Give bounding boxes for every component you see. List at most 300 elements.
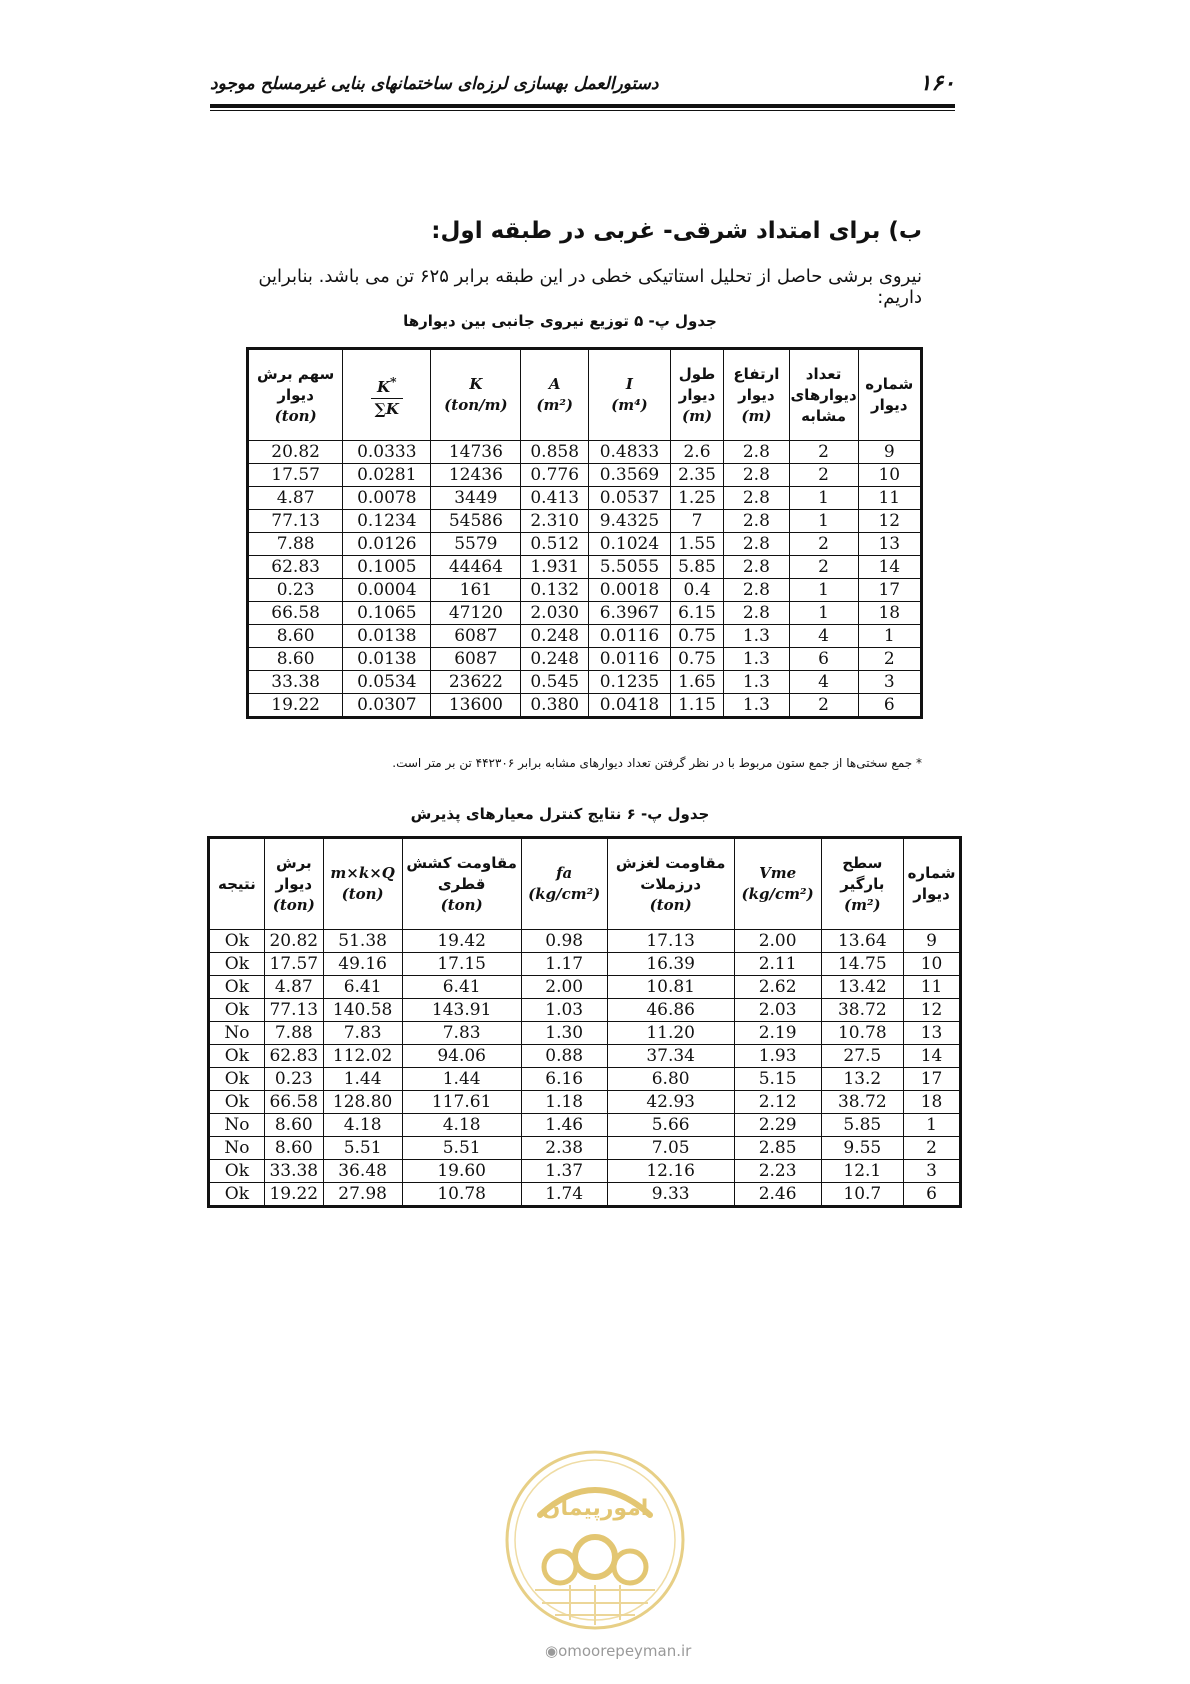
table-cell: 17.57 [248, 464, 343, 487]
table-cell: 10 [858, 464, 921, 487]
ratio-star: * [390, 373, 397, 389]
table-cell: 1.44 [402, 1068, 521, 1091]
header-rule-thick [210, 104, 955, 108]
table-cell: 6 [789, 648, 858, 671]
table2-caption: جدول پ- ۶ نتایج کنترل معیارهای پذیرش [410, 805, 710, 823]
table-cell: 1.37 [521, 1160, 607, 1183]
table-cell: 66.58 [248, 602, 343, 625]
table-cell: 20.82 [248, 441, 343, 464]
table-cell: 27.5 [821, 1045, 904, 1068]
diag-tension-label: مقاومت کشش قطری [406, 853, 517, 893]
mkq-unit: (ton) [341, 885, 384, 903]
table-cell: 17.57 [264, 953, 323, 976]
table-cell: 62.83 [264, 1045, 323, 1068]
table-cell: 1.44 [323, 1068, 402, 1091]
diag-tension-unit: (ton) [440, 895, 483, 914]
col-mkq [323, 838, 402, 930]
table-cell: 0.0116 [588, 648, 670, 671]
table-cell: 12.1 [821, 1160, 904, 1183]
table-cell: 1.55 [670, 533, 723, 556]
area-unit: (m²) [536, 396, 574, 414]
table-cell: 2.29 [734, 1114, 821, 1137]
table-cell: 6.3967 [588, 602, 670, 625]
table-cell: 11 [858, 487, 921, 510]
table-row [248, 648, 922, 671]
table-cell: 0.23 [248, 579, 343, 602]
table-cell: 2.8 [724, 579, 790, 602]
table-cell: 2.12 [734, 1091, 821, 1114]
table-cell: 5.51 [402, 1137, 521, 1160]
table-cell: 0.380 [521, 694, 589, 718]
running-title: دستورالعمل بهسازی لرزه‌ای ساختمانهای بنایی غیرمسلح موجود [210, 74, 659, 94]
table-cell: 1.3 [724, 648, 790, 671]
table-cell: Ok [209, 1091, 265, 1114]
table-cell: 0.98 [521, 930, 607, 953]
table-cell: 6.15 [670, 602, 723, 625]
table-cell: Ok [209, 1183, 265, 1207]
table-row [209, 930, 961, 953]
table-cell: 0.1005 [343, 556, 431, 579]
table-cell: 1.15 [670, 694, 723, 718]
table-row [209, 1114, 961, 1137]
inertia-symbol: I [625, 375, 633, 393]
col-similar-count: تعداد دیوارهای مشابه [789, 349, 858, 441]
table-cell: 6.41 [323, 976, 402, 999]
table-cell: 1.3 [724, 694, 790, 718]
table-cell: 128.80 [323, 1091, 402, 1114]
gear-icon [575, 1537, 615, 1577]
table-row [209, 1183, 961, 1207]
table-cell: 5.85 [821, 1114, 904, 1137]
table-cell: 12436 [431, 464, 521, 487]
table-cell: 12 [858, 510, 921, 533]
table-cell: 2 [789, 464, 858, 487]
table-cell: No [209, 1114, 265, 1137]
table-row [209, 1022, 961, 1045]
table-cell: 7.88 [264, 1022, 323, 1045]
table-cell: 0.776 [521, 464, 589, 487]
table-cell: 2.00 [521, 976, 607, 999]
table-cell: 0.248 [521, 648, 589, 671]
table-cell: 6087 [431, 625, 521, 648]
table-cell: 2.85 [734, 1137, 821, 1160]
table-cell: 1.25 [670, 487, 723, 510]
table-cell: 0.413 [521, 487, 589, 510]
table-cell: 5.85 [670, 556, 723, 579]
table-cell: 16.39 [607, 953, 734, 976]
col-wall-shear [264, 838, 323, 930]
table-cell: 1.65 [670, 671, 723, 694]
table-cell: 46.86 [607, 999, 734, 1022]
table-row [209, 1137, 961, 1160]
table-cell: 0.1234 [343, 510, 431, 533]
table-cell: 4.87 [264, 976, 323, 999]
table-cell: 1.17 [521, 953, 607, 976]
table-cell: 4.18 [323, 1114, 402, 1137]
table-cell: 6.16 [521, 1068, 607, 1091]
table-cell: 36.48 [323, 1160, 402, 1183]
table-cell: 1.30 [521, 1022, 607, 1045]
table-cell: 51.38 [323, 930, 402, 953]
table-cell: 0.0333 [343, 441, 431, 464]
section-paragraph: نیروی برشی حاصل از تحلیل استاتیکی خطی در این طبقه برابر ۶۲۵ تن می باشد. بنابراین داریم: [258, 266, 922, 308]
col-bearing-area [821, 838, 904, 930]
table-cell: 17 [904, 1068, 961, 1091]
lateral-force-distribution-table [246, 347, 923, 719]
table-cell: 1 [904, 1114, 961, 1137]
table-cell: 3 [904, 1160, 961, 1183]
table-cell: 37.34 [607, 1045, 734, 1068]
table-cell: 0.1024 [588, 533, 670, 556]
table-cell: 0.545 [521, 671, 589, 694]
table-cell: 19.22 [248, 694, 343, 718]
ratio-denominator: ∑K [374, 399, 399, 418]
table-cell: 0.858 [521, 441, 589, 464]
table-cell: 19.42 [402, 930, 521, 953]
table-cell: 0.1235 [588, 671, 670, 694]
table-cell: 2.8 [724, 510, 790, 533]
table-cell: 0.75 [670, 625, 723, 648]
table-row [248, 510, 922, 533]
table1-footnote: * جمع سختی‌ها از جمع ستون مربوط با در نظر گرفتن تعداد دیوارهای مشابه برابر ۴۴۲۳۰۶ تن بر متر است. [392, 756, 922, 770]
table-cell: 4 [789, 625, 858, 648]
table-cell: 2.23 [734, 1160, 821, 1183]
table-cell: 18 [858, 602, 921, 625]
table-cell: 19.22 [264, 1183, 323, 1207]
bed-joint-label: مقاومت لغزش درزملات [615, 853, 726, 893]
table-cell: 9 [904, 930, 961, 953]
table-cell: 0.0418 [588, 694, 670, 718]
table-cell: 18 [904, 1091, 961, 1114]
table-cell: 0.0078 [343, 487, 431, 510]
table-cell: 0.4833 [588, 441, 670, 464]
table-cell: 6.41 [402, 976, 521, 999]
table-cell: 54586 [431, 510, 521, 533]
table-cell: 11 [904, 976, 961, 999]
table1-caption: جدول پ- ۵ توزیع نیروی جانبی بین دیوارها [403, 312, 717, 330]
table-cell: Ok [209, 1068, 265, 1091]
table-cell: 2.8 [724, 441, 790, 464]
table-cell: 13 [858, 533, 921, 556]
col-result: نتیجه [209, 838, 265, 930]
table-cell: 62.83 [248, 556, 343, 579]
col-inertia [588, 349, 670, 441]
table-cell: 2 [789, 533, 858, 556]
table-cell: 0.0116 [588, 625, 670, 648]
inertia-unit: (m⁴) [611, 396, 648, 414]
table-cell: 161 [431, 579, 521, 602]
table-cell: 2.62 [734, 976, 821, 999]
table-cell: 2.03 [734, 999, 821, 1022]
table-cell: 2.310 [521, 510, 589, 533]
table-cell: 1.18 [521, 1091, 607, 1114]
bearing-area-unit: (m²) [843, 895, 881, 914]
table-cell: 19.60 [402, 1160, 521, 1183]
table-cell: 8.60 [264, 1114, 323, 1137]
table-cell: 0.1065 [343, 602, 431, 625]
table-cell: 5.51 [323, 1137, 402, 1160]
table-cell: 5.5055 [588, 556, 670, 579]
table-cell: 2.6 [670, 441, 723, 464]
table-cell: 17 [858, 579, 921, 602]
table-row [248, 625, 922, 648]
table-cell: 0.0307 [343, 694, 431, 718]
table-cell: 12 [904, 999, 961, 1022]
table-cell: 17.15 [402, 953, 521, 976]
table-cell: 140.58 [323, 999, 402, 1022]
table-cell: 13600 [431, 694, 521, 718]
table-cell: 0.0004 [343, 579, 431, 602]
table-cell: 2.19 [734, 1022, 821, 1045]
table-cell: 1 [789, 510, 858, 533]
table-cell: 117.61 [402, 1091, 521, 1114]
col-length [670, 349, 723, 441]
acceptance-criteria-table [207, 836, 962, 1208]
height-unit: (m) [741, 406, 772, 425]
table-row [248, 579, 922, 602]
table-row [248, 464, 922, 487]
table-cell: 1.931 [521, 556, 589, 579]
table-cell: No [209, 1137, 265, 1160]
table-cell: 33.38 [264, 1160, 323, 1183]
table-cell: 0.512 [521, 533, 589, 556]
table-cell: 13.2 [821, 1068, 904, 1091]
bed-joint-unit: (ton) [649, 895, 692, 914]
page-header [210, 70, 955, 104]
table-cell: 0.0018 [588, 579, 670, 602]
table-row [248, 694, 922, 718]
page-number: ۱۶۰ [919, 70, 955, 96]
table-row [209, 1068, 961, 1091]
table-row [248, 487, 922, 510]
table-cell: 6 [904, 1183, 961, 1207]
table-cell: 6.80 [607, 1068, 734, 1091]
shear-share-unit: (ton) [274, 406, 317, 425]
table-cell: 0.0126 [343, 533, 431, 556]
table-row [209, 976, 961, 999]
table-cell: 7.05 [607, 1137, 734, 1160]
table-cell: 5579 [431, 533, 521, 556]
table-cell: 14 [904, 1045, 961, 1068]
table-cell: 10 [904, 953, 961, 976]
table-cell: 33.38 [248, 671, 343, 694]
table-cell: 44464 [431, 556, 521, 579]
col-stiffness-ratio [343, 349, 431, 441]
table-row [248, 671, 922, 694]
table-cell: 0.0534 [343, 671, 431, 694]
col-wall-no: شماره دیوار [904, 838, 961, 930]
omoorepeyman-logo [500, 1445, 690, 1635]
table-cell: 1 [789, 579, 858, 602]
table-cell: 20.82 [264, 930, 323, 953]
watermark-site: ◉omoorepeyman.ir [545, 1642, 692, 1660]
table-cell: 8.60 [248, 625, 343, 648]
col-fa [521, 838, 607, 930]
table-cell: 3 [858, 671, 921, 694]
table-cell: No [209, 1022, 265, 1045]
table-cell: 0.4 [670, 579, 723, 602]
table-cell: 12.16 [607, 1160, 734, 1183]
table-cell: 9.55 [821, 1137, 904, 1160]
table-cell: 10.7 [821, 1183, 904, 1207]
table-cell: 2.46 [734, 1183, 821, 1207]
table-cell: 13 [904, 1022, 961, 1045]
table-cell: 5.66 [607, 1114, 734, 1137]
table-cell: 38.72 [821, 999, 904, 1022]
table-cell: 1.03 [521, 999, 607, 1022]
table-row [248, 441, 922, 464]
table-cell: 1 [858, 625, 921, 648]
table-cell: 13.64 [821, 930, 904, 953]
table-cell: 2.8 [724, 464, 790, 487]
table-cell: 0.23 [264, 1068, 323, 1091]
table-cell: 2.8 [724, 602, 790, 625]
table-cell: 13.42 [821, 976, 904, 999]
table-cell: 47120 [431, 602, 521, 625]
table-row [209, 1091, 961, 1114]
table-cell: 11.20 [607, 1022, 734, 1045]
gear-icon [544, 1551, 576, 1583]
section-heading: ب) برای امتداد شرقی- غربی در طبقه اول: [431, 218, 922, 244]
table-cell: 2 [789, 556, 858, 579]
table-cell: 14.75 [821, 953, 904, 976]
table-cell: 10.78 [402, 1183, 521, 1207]
table-cell: 3449 [431, 487, 521, 510]
table-cell: 10.78 [821, 1022, 904, 1045]
table-cell: 2 [904, 1137, 961, 1160]
height-label: ارتفاع دیوار [733, 364, 780, 404]
table-cell: 7.83 [402, 1022, 521, 1045]
col-wall-no: شماره دیوار [858, 349, 921, 441]
col-vme [734, 838, 821, 930]
col-shear-share [248, 349, 343, 441]
table-cell: 77.13 [264, 999, 323, 1022]
table-cell: 14 [858, 556, 921, 579]
table-cell: 23622 [431, 671, 521, 694]
table-cell: Ok [209, 930, 265, 953]
mkq-symbol: m×k×Q [330, 864, 395, 882]
table-cell: 0.3569 [588, 464, 670, 487]
logo-text: امورپیمان [541, 1496, 649, 1521]
ratio-numerator: K [377, 377, 391, 396]
stiffness-symbol: K [469, 375, 483, 393]
table-cell: 8.60 [264, 1137, 323, 1160]
table-cell: 42.93 [607, 1091, 734, 1114]
table-row [209, 1160, 961, 1183]
table-cell: 0.248 [521, 625, 589, 648]
table-cell: 0.0138 [343, 625, 431, 648]
table-cell: 8.60 [248, 648, 343, 671]
table-row [248, 533, 922, 556]
table-cell: 9.33 [607, 1183, 734, 1207]
table-cell: 112.02 [323, 1045, 402, 1068]
table-cell: 2.35 [670, 464, 723, 487]
table-cell: 14736 [431, 441, 521, 464]
header-rule-thin [210, 110, 955, 111]
table-cell: 2.11 [734, 953, 821, 976]
fa-symbol: fa [556, 864, 573, 882]
table-cell: 0.88 [521, 1045, 607, 1068]
table-cell: 0.0138 [343, 648, 431, 671]
table-cell: 1.46 [521, 1114, 607, 1137]
table-cell: 7.83 [323, 1022, 402, 1045]
table-cell: 4 [789, 671, 858, 694]
table-cell: 1.93 [734, 1045, 821, 1068]
table-cell: 77.13 [248, 510, 343, 533]
table-cell: 10.81 [607, 976, 734, 999]
table-cell: 1.3 [724, 625, 790, 648]
length-unit: (m) [681, 406, 713, 425]
watermark-site-text: omoorepeyman.ir [558, 1642, 692, 1660]
table-cell: 0.75 [670, 648, 723, 671]
table-cell: 2 [789, 694, 858, 718]
table-cell: 2.030 [521, 602, 589, 625]
table-cell: 2 [858, 648, 921, 671]
table-row [248, 602, 922, 625]
table-row [209, 1045, 961, 1068]
table-cell: 2.8 [724, 556, 790, 579]
table-cell: 1 [789, 487, 858, 510]
table-cell: Ok [209, 953, 265, 976]
table-cell: 0.132 [521, 579, 589, 602]
table-cell: 38.72 [821, 1091, 904, 1114]
table-cell: 1.3 [724, 671, 790, 694]
col-diag-tension [402, 838, 521, 930]
table-cell: 2.00 [734, 930, 821, 953]
table-cell: 0.0537 [588, 487, 670, 510]
table-cell: 9 [858, 441, 921, 464]
table-cell: 2.38 [521, 1137, 607, 1160]
table-cell: 0.0281 [343, 464, 431, 487]
vme-symbol: Vme [759, 864, 797, 882]
table-cell: Ok [209, 1160, 265, 1183]
table-cell: 6087 [431, 648, 521, 671]
table-row [209, 953, 961, 976]
col-stiffness [431, 349, 521, 441]
fa-unit: (kg/cm²) [528, 885, 601, 903]
area-symbol: A [548, 375, 561, 393]
stiffness-unit: (ton/m) [444, 396, 508, 414]
table-cell: 66.58 [264, 1091, 323, 1114]
table-cell: 7.88 [248, 533, 343, 556]
wall-shear-label: برش دیوار [275, 853, 313, 893]
col-height [724, 349, 790, 441]
table-cell: Ok [209, 976, 265, 999]
table-cell: 4.18 [402, 1114, 521, 1137]
col-bed-joint [607, 838, 734, 930]
vme-unit: (kg/cm²) [741, 885, 814, 903]
table-cell: 2.8 [724, 487, 790, 510]
shear-share-label: سهم برش دیوار [256, 364, 335, 404]
table-row [248, 556, 922, 579]
length-label: طول دیوار [678, 364, 716, 404]
table-cell: Ok [209, 1045, 265, 1068]
table-cell: 1.74 [521, 1183, 607, 1207]
table-cell: 4.87 [248, 487, 343, 510]
wall-shear-unit: (ton) [272, 895, 315, 914]
table-cell: 49.16 [323, 953, 402, 976]
table-cell: 27.98 [323, 1183, 402, 1207]
col-area [521, 349, 589, 441]
table-row [209, 999, 961, 1022]
table-cell: Ok [209, 999, 265, 1022]
table-cell: 6 [858, 694, 921, 718]
table-cell: 1 [789, 602, 858, 625]
table-cell: 94.06 [402, 1045, 521, 1068]
table-cell: 143.91 [402, 999, 521, 1022]
table-cell: 5.15 [734, 1068, 821, 1091]
bearing-area-label: سطح بارگیر [840, 853, 885, 893]
